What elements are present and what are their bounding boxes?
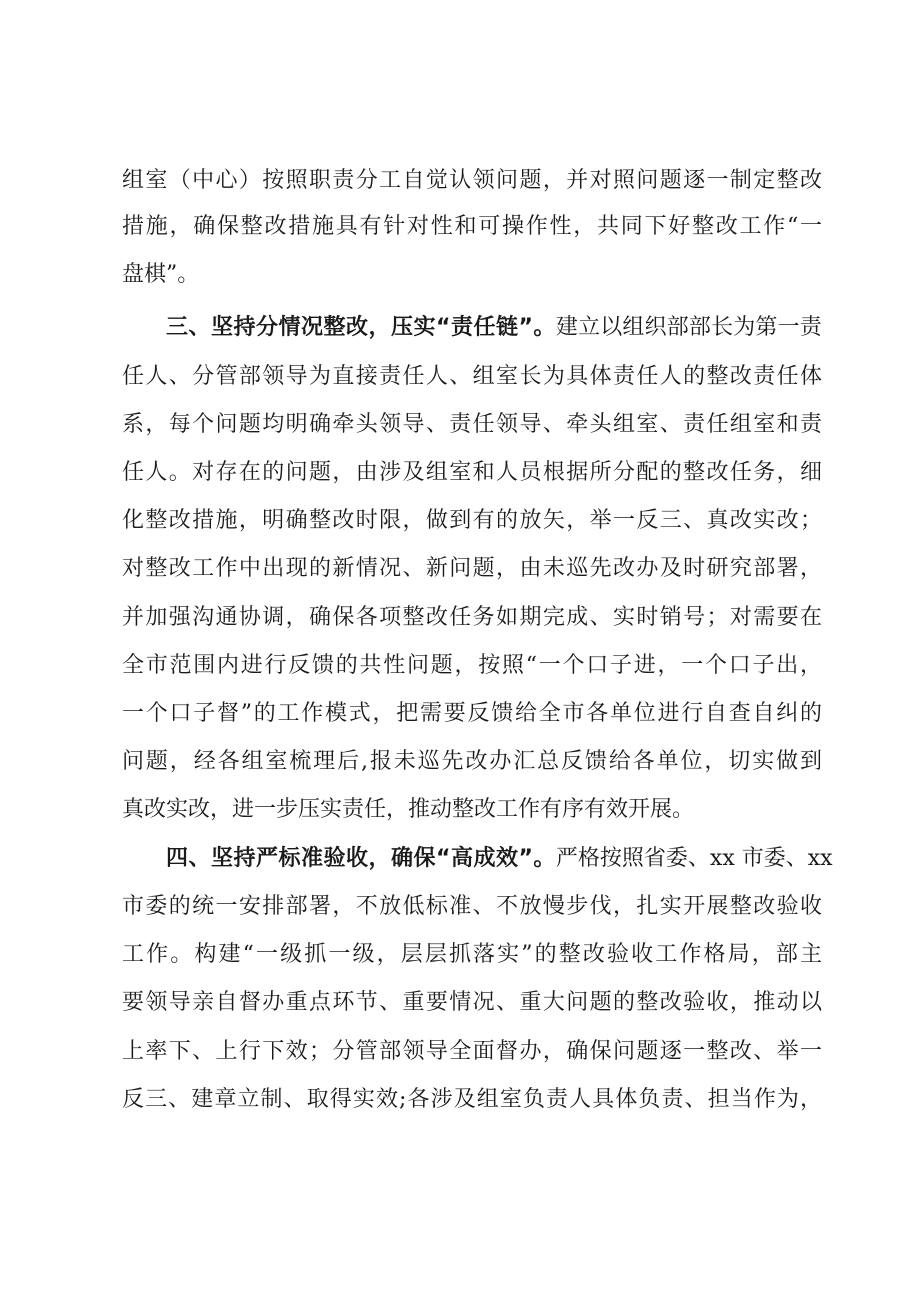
section-heading-line [166,846,833,872]
text-line: 任人、分管部领导为直接责任人、组室长为具体责任人的整改责任体 [122,364,822,389]
text-line: 工作。构建“一级抓一级，层层抓落实”的整改验收工作格局，部主 [122,942,822,967]
heading-line-text: 严格按照省委、xx 市委、xx [555,846,833,871]
section-three-heading: 三、坚持分情况整改，压实“责任链”。 [166,315,556,340]
text-line: 措施，确保整改措施具有针对性和可操作性，共同下好整改工作“一 [122,214,822,239]
text-line: 市委的统一安排部署，不放低标准、不放慢步伐，扎实开展整改验收 [122,894,822,919]
text-line: 全市范围内进行反馈的共性问题，按照“一个口子进，一个口子出， [122,653,822,678]
text-line: 并加强沟通协调，确保各项整改任务如期完成、实时销号；对需要在 [122,605,822,630]
text-line: 任人。对存在的问题，由涉及组室和人员根据所分配的整改任务，细 [122,460,822,485]
text-line: 化整改措施，明确整改时限，做到有的放矢，举一反三、真改实改； [122,508,822,533]
section-four-heading: 四、坚持严标准验收，确保“高成效”。 [166,846,556,871]
section-heading-line [166,315,822,341]
text-line: 一个口子督”的工作模式，把需要反馈给全市各单位进行自查自纠的 [122,701,822,726]
text-line: 问题，经各组室梳理后,报未巡先改办汇总反馈给各单位，切实做到 [122,749,822,774]
text-line: 对整改工作中出现的新情况、新问题，由未巡先改办及时研究部署， [122,556,822,581]
text-line: 真改实改，进一步压实责任，推动整改工作有序有效开展。 [122,797,695,822]
text-line: 反三、建章立制、取得实效;各涉及组室负责人具体负责、担当作为， [122,1087,822,1112]
text-line: 组室（中心）按照职责分工自觉认领问题，并对照问题逐一制定整改 [122,168,822,193]
text-line: 系，每个问题均明确牵头领导、责任领导、牵头组室、责任组室和责 [122,412,822,437]
text-line: 盘棋”。 [122,262,200,287]
text-line: 上率下、上行下效；分管部领导全面督办，确保问题逐一整改、举一 [122,1039,822,1064]
heading-line-text: 建立以组织部部长为第一责 [555,315,822,340]
text-line: 要领导亲自督办重点环节、重要情况、重大问题的整改验收，推动以 [122,990,822,1015]
